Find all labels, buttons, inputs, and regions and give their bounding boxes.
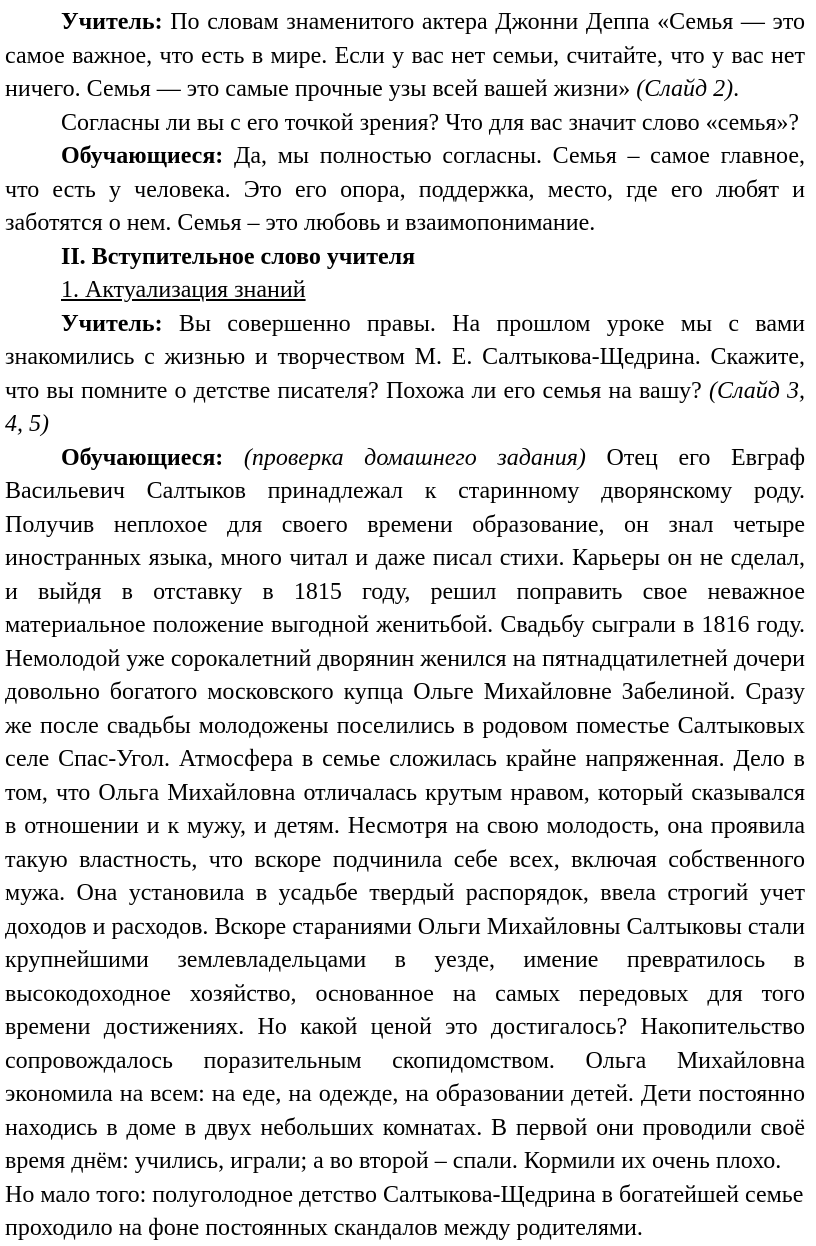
paragraph-teacher-question [5,107,805,141]
speaker-label: Учитель: [61,310,163,337]
paragraph-teacher-intro [5,308,805,442]
paragraph-tail: . [733,76,740,102]
speaker-label: Обучающиеся: [61,143,224,169]
paragraph-teacher-quote [5,6,805,107]
slide-reference: (Слайд 2) [636,76,734,102]
subsection-heading: 1. Актуализация знаний [61,277,306,303]
paragraph-students-answer [5,140,805,241]
speaker-label: Обучающиеся: [61,444,224,471]
paragraph-students-biography [5,442,805,1179]
paragraph-text: Согласны ли вы с его точкой зрения? Что для вас значит слово «семья»? [61,109,800,136]
slide-reference: (Слайд 3, 4, 5) [5,377,805,437]
paragraph-text: Отец его Евграф Васильевич Салтыков принадлежал к старинному дворянскому роду. Получив неплохое для своего времени образование, он знал четыре иностранных языка, много читал и даже писал стихи. Карьеры он не сделал, и выйдя в отставку в 1815 году, решил поправить свое неважное материальное положение выгодной женитьбой. Свадьбу сыграли в 1816 году. Немолодой уже сорокалетний дворянин женился на пятнадцатилетней дочери довольно богатого московского купца Ольге Михайловне Забелиной. Сразу же после свадьбы молодожены поселились в родовом поместье Салтыковых селе Спас-Угол. Атмосфера в семье сложилась крайне напряженная. Дело в том, что Ольга Михайловна отличалась крутым нравом, который сказывался в отношении и к мужу, и детям. Несмотря на свою молодость, она проявила такую властность, что вскоре подчинила себе всех, включая собственного мужа. Она установила в усадьбе твердый распорядок, ввела строгий учет доходов и расходов. Вскоре стараниями Ольги Михайловны Салтыковы стали крупнейшими землевладельцами в уезде, имение превратилось в высокодоходное хозяйство, основанное на самых передовых для того времени достижениях. Но какой ценой это достигалось? Накопительство сопровождалось поразительным скопидомством. Ольга Михайловна экономила на всем: на еде, на одежде, на образовании детей. Дети постоянно находись в доме в двух небольших комнатах. В первой они проводили своё время днём: учились, играли; а во второй – спали. Кормили их очень плохо. [5,444,805,1174]
paragraph-text: По словам знаменитого актера Джонни Деппа «Семья — это самое важное, что есть в мире. Если у вас нет семьи, считайте, что у вас нет ничего. Семья — это самые прочные узы всей вашей жизни» [5,9,805,102]
homework-note: (проверка домашнего задания) [223,444,586,471]
paragraph-text: Но мало того: полуголодное детство Салтыкова-Щедрина в богатейшей семье проходило на фоне постоянных скандалов между родителями. [5,1181,804,1241]
paragraph-text: Вы совершенно правы. На прошлом уроке мы с вами знакомились с жизнью и творчеством М. Е. Салтыкова-Щедрина. Скажите, что вы помните о детстве писателя? Похожа ли его семья на вашу? [5,310,805,404]
paragraph-text: Да, мы полностью согласны. Семья – самое главное, что есть у человека. Это его опора, поддержка, место, где его любят и заботятся о нем. Семья – это любовь и взаимопонимание. [5,143,805,236]
paragraph-closing [5,1179,805,1246]
section-heading: II. Вступительное слово учителя [61,243,416,270]
speaker-label: Учитель: [61,9,163,35]
